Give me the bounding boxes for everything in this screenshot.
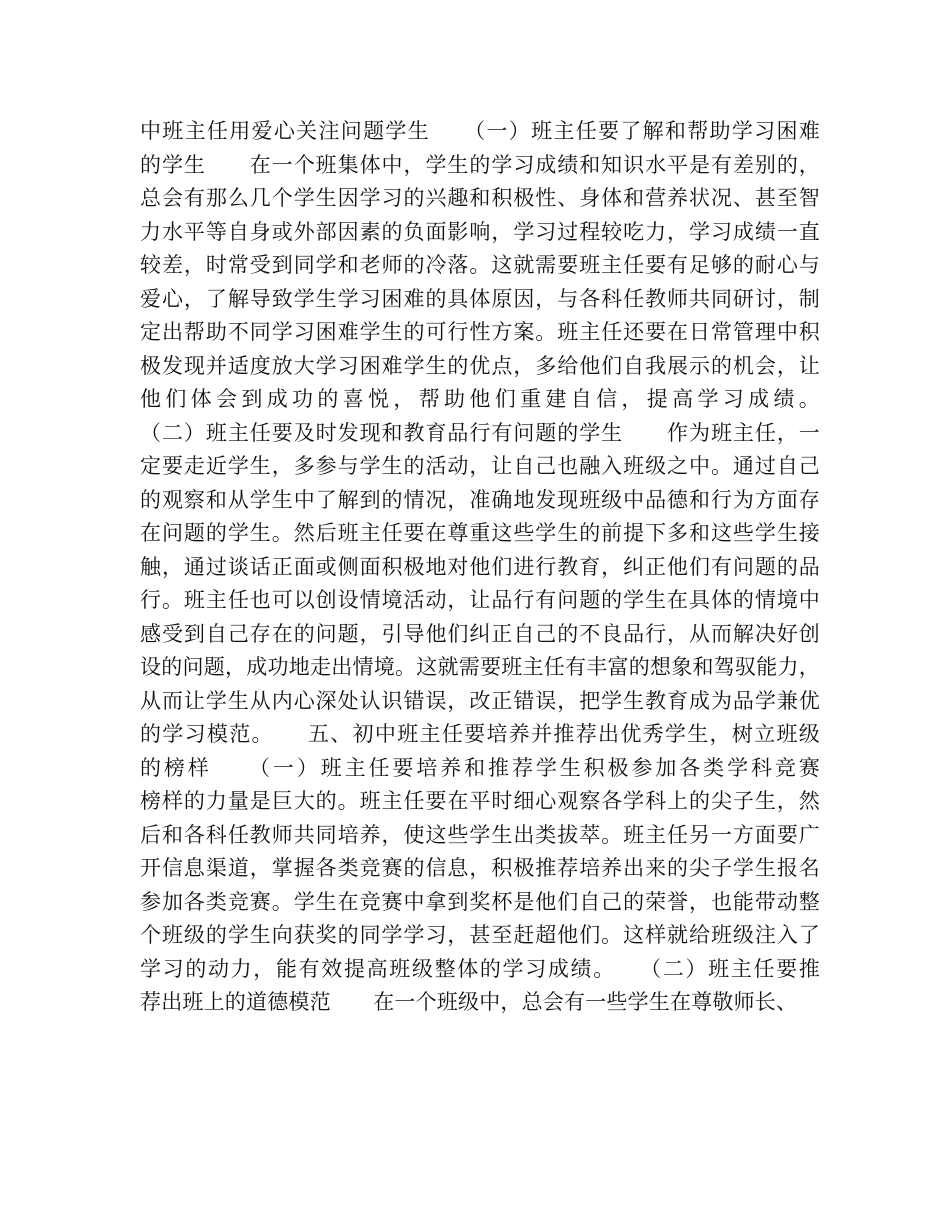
- text-line-11: 定要走近学生，多参与学生的活动，让自己也融入班级之中。通过自己: [140, 454, 820, 478]
- text-line-18: 从而让学生从内心深处认识错误，改正错误，把学生教育成为品学兼优: [140, 688, 820, 713]
- text-line-8: 极发现并适度放大学习困难学生的优点，多给他们自我展示的机会，让: [140, 353, 820, 378]
- text-line-6: 爱心，了解导致学生学习困难的具体原因，与各科任教师共同研讨，制: [140, 286, 820, 311]
- text-line-5: 较差，时常受到同学和老师的冷落。这就需要班主任要有足够的耐心与: [140, 253, 820, 277]
- text-line-23: 开信息渠道，掌握各类竞赛的信息，积极推荐培养出来的尖子学生报名: [140, 856, 820, 880]
- text-line-15: 行。班主任也可以创设情境活动，让品行有问题的学生在具体的情境中: [140, 588, 820, 612]
- text-line-13: 在问题的学生。然后班主任要在尊重这些学生的前提下多和这些学生接: [140, 521, 820, 545]
- text-line-14: 触，通过谈话正面或侧面积极地对他们进行教育，纠正他们有问题的品: [140, 554, 820, 579]
- body-text: [140, 115, 820, 1020]
- text-line-10: （二）班主任要及时发现和教育品行有问题的学生 作为班主任，一: [140, 420, 820, 445]
- text-line-25: 个班级的学生向获奖的同学学习，甚至赶超他们。这样就给班级注入了: [140, 923, 820, 947]
- text-line-19: 的学习模范。 五、初中班主任要培养并推荐出优秀学生，树立班级: [140, 722, 820, 746]
- text-line-21: 榜样的力量是巨大的。班主任要在平时细心观察各学科上的尖子生，然: [140, 789, 820, 813]
- text-line-9: 他们体会到成功的喜悦，帮助他们重建自信，提高学习成绩。: [140, 387, 820, 411]
- text-line-27: 荐出班上的道德模范 在一个班级中，总会有一些学生在尊敬师长、: [140, 990, 798, 1014]
- text-line-17: 设的问题，成功地走出情境。这就需要班主任有丰富的想象和驾驭能力，: [140, 655, 820, 679]
- text-line-12: 的观察和从学生中了解到的情况，准确地发现班级中品德和行为方面存: [140, 487, 820, 512]
- text-line-16: 感受到自己存在的问题，引导他们纠正自己的不良品行，从而解决好创: [140, 621, 820, 646]
- text-line-26: 学习的动力，能有效提高班级整体的学习成绩。 （二）班主任要推: [140, 956, 820, 981]
- text-line-4: 力水平等自身或外部因素的负面影响，学习过程较吃力，学习成绩一直: [140, 219, 820, 244]
- text-line-22: 后和各科任教师共同培养，使这些学生出类拔萃。班主任另一方面要广: [140, 822, 820, 847]
- text-line-1: 中班主任用爱心关注问题学生 （一）班主任要了解和帮助学习困难: [140, 119, 820, 143]
- text-line-20: 的榜样 （一）班主任要培养和推荐学生积极参加各类学科竞赛: [140, 755, 820, 780]
- text-line-2: 的学生 在一个班集体中，学生的学习成绩和知识水平是有差别的，: [140, 152, 820, 177]
- text-line-24: 参加各类竞赛。学生在竞赛中拿到奖杯是他们自己的荣誉，也能带动整: [140, 889, 820, 914]
- text-line-7: 定出帮助不同学习困难学生的可行性方案。班主任还要在日常管理中积: [140, 320, 820, 344]
- text-line-3: 总会有那么几个学生因学习的兴趣和积极性、身体和营养状况、甚至智: [140, 186, 820, 210]
